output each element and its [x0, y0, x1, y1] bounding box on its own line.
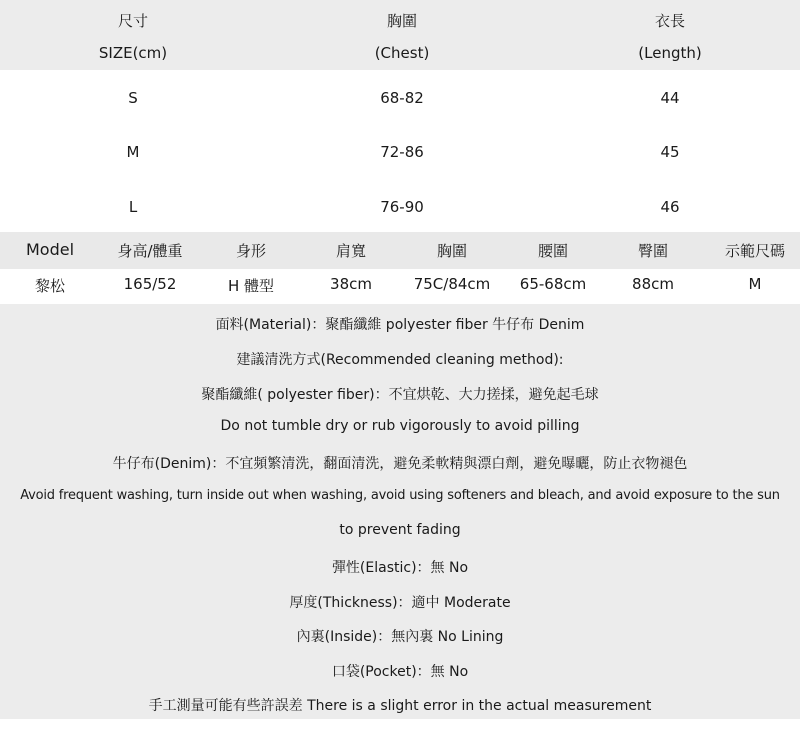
- header-length-en: (Length): [638, 44, 702, 62]
- size-table: [0, 0, 800, 235]
- size-cell: M: [126, 143, 140, 161]
- header-length-zh: 衣長: [654, 12, 686, 30]
- header-model: Model: [25, 240, 75, 259]
- model-table: [0, 232, 800, 302]
- header-chest-zh: 胸圍: [386, 12, 418, 30]
- size-row-l: [0, 180, 800, 235]
- denim-care-line: 牛仔布(Denim)：不宜頻繁清洗，翻面清洗，避免柔軟精與漂白劑，避免曝曬，防止衣物褪色: [112, 456, 688, 472]
- model-body-shape: H 體型: [227, 277, 275, 295]
- lining-line: 內裏(Inside)：無內裏 No Lining: [296, 629, 504, 645]
- size-row-s: [0, 70, 800, 125]
- header-body-shape: 身形: [235, 242, 267, 260]
- model-chest: 75C/84cm: [413, 275, 491, 293]
- size-cell: L: [128, 198, 138, 216]
- header-size-en: SIZE(cm): [98, 44, 168, 62]
- polyester-care-en-line: Do not tumble dry or rub vigorously to avoid pilling: [220, 418, 580, 434]
- model-shoulder: 38cm: [330, 275, 372, 293]
- header-shoulder: 肩寬: [335, 242, 367, 260]
- model-height-weight: 165/52: [123, 275, 177, 293]
- length-cell: 45: [660, 143, 680, 161]
- model-hip: 88cm: [632, 275, 674, 293]
- model-waist: 65-68cm: [519, 275, 587, 293]
- model-demo-size: M: [748, 275, 762, 293]
- size-table-header: [0, 0, 800, 70]
- header-chest-en: (Chest): [374, 44, 430, 62]
- chest-cell: 68-82: [380, 89, 424, 107]
- chest-cell: 76-90: [380, 198, 424, 216]
- material-line: 面料(Material)：聚酯纖維 polyester fiber 牛仔布 Denim: [215, 317, 585, 333]
- size-cell: S: [128, 89, 138, 107]
- model-row: [0, 269, 800, 302]
- elastic-line: 彈性(Elastic)：無 No: [331, 560, 469, 576]
- length-cell: 46: [660, 198, 680, 216]
- chest-cell: 72-86: [380, 143, 424, 161]
- header-waist: 腰圍: [537, 242, 569, 260]
- pocket-line: 口袋(Pocket)：無 No: [331, 664, 469, 680]
- thickness-line: 厚度(Thickness)：適中 Moderate: [289, 595, 511, 611]
- size-row-m: [0, 125, 800, 180]
- denim-care-en-line-2: to prevent fading: [339, 522, 461, 538]
- measurement-note-line: 手工測量可能有些許誤差 There is a slight error in the actual measurement: [148, 698, 652, 714]
- care-info-section: [0, 304, 800, 719]
- length-cell: 44: [660, 89, 680, 107]
- model-table-header: [0, 232, 800, 269]
- header-demo-size: 示範尺碼: [724, 242, 786, 260]
- polyester-care-line: 聚酯纖維( polyester fiber)：不宜烘乾、大力搓揉，避免起毛球: [201, 387, 599, 403]
- header-hip: 臀圍: [637, 242, 669, 260]
- model-name: 黎松: [34, 277, 66, 295]
- header-chest: 胸圍: [436, 242, 468, 260]
- cleaning-method-heading: 建議清洗方式(Recommended cleaning method):: [236, 352, 564, 368]
- header-height-weight: 身高/體重: [117, 242, 183, 260]
- header-size-zh: 尺寸: [117, 12, 149, 30]
- denim-care-en-line: Avoid frequent washing, turn inside out when washing, avoid using softeners and bleach, and avoid exposure to the sun: [20, 488, 780, 503]
